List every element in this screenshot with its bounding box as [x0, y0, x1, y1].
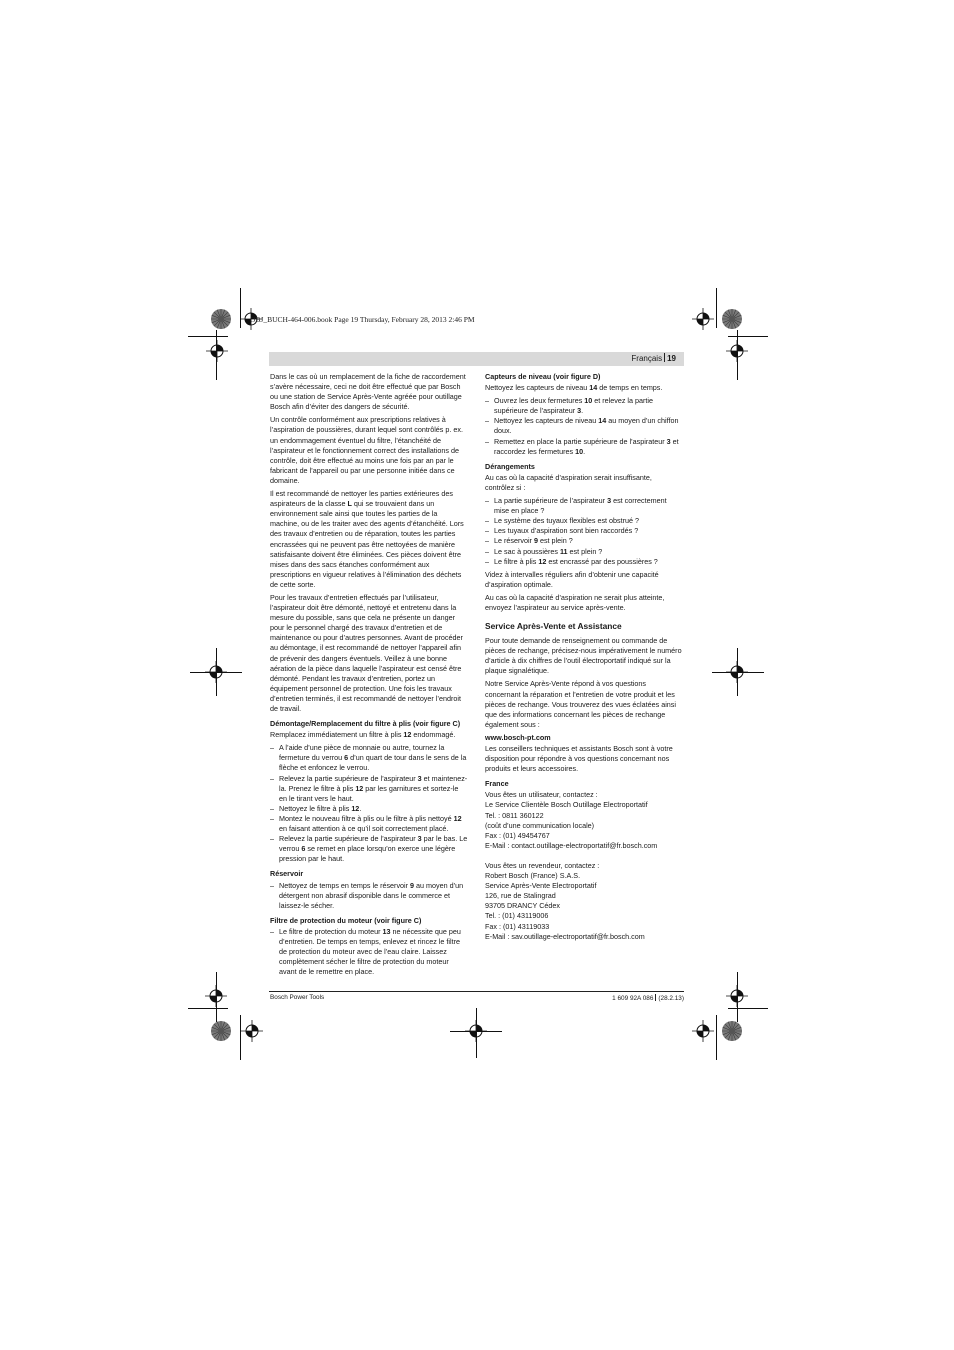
contact-line: 126, rue de Stalingrad: [485, 891, 556, 901]
footer-rule: [269, 991, 684, 992]
list-item: – Relevez la partie supérieure de l’aspirateur 3 par le bas. Le verrou 6 se remet en place lorsqu’on exerce une légère pression par le haut.: [270, 834, 468, 864]
crop-mark-line: [728, 336, 768, 337]
crop-mark-line: [188, 336, 228, 337]
text: Remplacez immédiatement un filtre à plis: [270, 730, 404, 740]
crop-mark-line: [737, 972, 738, 1022]
crop-mark-line: [240, 1015, 241, 1060]
list-item: – Nettoyez les capteurs de niveau 14 au moyen d’un chiffon doux.: [485, 416, 679, 436]
heading-motor-filter: Filtre de protection du moteur (voir figure C): [270, 915, 422, 925]
registration-mark-icon: [692, 308, 714, 330]
list-item: – Montez le nouveau filtre à plis ou le filtre à plis nettoyé 12 en faisant attention à ce qu’il soit correctement placé.: [270, 813, 462, 834]
paragraph-control: Un contrôle conformément aux prescriptions relatives à l’aspiration de poussières, durant lequel sont contrôlés p. ex. un endommagement éventuel du filtre, l’étanchéité de l’aspirateur et le fonctionnement correct des installations de contrôle, doit être effectué au moins une fois par an par le fabricant de l’appareil ou par une personne initiée dans ce domaine.: [270, 415, 463, 485]
list-item: – Le filtre à plis 12 est encrassé par des poussières ?: [485, 556, 658, 566]
list-item: – Ouvrez les deux fermetures 10 et relevez la partie supérieure de l’aspirateur 3.: [485, 396, 654, 416]
list-item: – Nettoyez le filtre à plis 12.: [270, 803, 362, 813]
service-paragraph: Les conseillers techniques et assistants Bosch sont à votre disposition pour répondre à vos questions concernant nos produits et leurs accessoires.: [485, 744, 673, 774]
paragraph-plug: Dans le cas où un remplacement de la fiche de raccordement s’avère nécessaire, ceci ne doit être effectué que par Bosch ou une station de Service Après-Vente agréée pour outillage Bosch afin d’éviter des dangers de sécurité.: [270, 372, 466, 412]
trouble-intro: Au cas où la capacité d’aspiration serait insuffisante, contrôlez si :: [485, 472, 652, 492]
contact-email[interactable]: E-Mail : contact.outillage-electroportatif@fr.bosch.com: [485, 840, 658, 850]
crop-mark-line: [216, 972, 217, 1022]
crop-mark-line: [240, 288, 241, 328]
crop-mark-line: [728, 1008, 768, 1009]
registration-mark-icon: [206, 340, 228, 362]
text: endommagé.: [411, 730, 456, 740]
list-item: – Nettoyez de temps en temps le réservoir 9 au moyen d’un détergent non abrasif disponible dans le commerce et laissez-le sécher.: [270, 880, 464, 910]
contact-line: Robert Bosch (France) S.A.S.: [485, 871, 581, 881]
list-item: – Le filtre de protection du moteur 13 ne nécessite que peu d’entretien. De temps en temps, enlevez et rincez le filtre de protection du moteur avec de l’eau claire. Laissez complètement sécher le filtre de protection du moteur avant de le remettre en place.: [270, 926, 461, 977]
heading-sensors: Capteurs de niveau (voir figure D): [485, 372, 601, 381]
color-target-icon: [210, 1020, 232, 1042]
contact-line: Fax : (01) 43119033: [485, 921, 550, 931]
trouble-items: [485, 496, 683, 567]
page-header: [269, 352, 684, 366]
class-label: L: [347, 499, 352, 509]
color-target-icon: [721, 308, 743, 330]
crop-mark-line: [450, 1031, 502, 1032]
crop-mark-line: [737, 330, 738, 380]
page-number: 19: [667, 354, 676, 363]
document-date: (28.2.13): [658, 995, 684, 1002]
heading-tank: Réservoir: [270, 869, 304, 879]
crop-mark-line: [716, 1015, 717, 1060]
list-item: – La partie supérieure de l’aspirateur 3 est correctement mise en place ?: [485, 496, 667, 516]
list-item: – Relevez la partie supérieure de l’aspirateur 3 et maintenez-la. Prenez le filtre à plis 12 par les garnitures et sortez-le en le tirant vers le haut.: [270, 773, 468, 803]
service-paragraph: Notre Service Après-Vente répond à vos questions concernant la réparation et l’entretien de votre produit et les pièces de rechange. Vous trouverez des vues éclatées ainsi que des informations concernant les pièces de rechange également sous :: [485, 679, 676, 729]
contact-line: Le Service Clientèle Bosch Outillage Electroportatif: [485, 800, 648, 810]
list-item: – Les tuyaux d’aspiration sont bien raccordés ?: [485, 526, 639, 536]
contact-line: Service Après-Vente Electroportatif: [485, 881, 597, 891]
list-item: – Remettez en place la partie supérieure de l’aspirateur 3 et raccordez les fermetures 10.: [485, 436, 679, 456]
list-item: – Le réservoir 9 est plein ?: [485, 536, 573, 546]
filter-steps: [270, 743, 468, 864]
color-target-icon: [721, 1020, 743, 1042]
contact-line: Vous êtes un revendeur, contactez :: [485, 860, 600, 870]
contact-line: Tel. : (01) 43119006: [485, 911, 549, 921]
list-item: – Le sac à poussières 11 est plein ?: [485, 546, 603, 556]
trouble-paragraph: Videz à intervalles réguliers afin d’obtenir une capacité d’aspiration optimale.: [485, 569, 659, 589]
color-target-icon: [210, 308, 232, 330]
crop-mark-line: [476, 1008, 477, 1058]
user-contact: [485, 790, 683, 851]
contact-line: 93705 DRANCY Cédex: [485, 901, 560, 911]
service-paragraph: Pour toute demande de renseignement ou commande de pièces de rechange, précisez-nous impérativement le numéro d’article à dix chiffres de l’outil électroportatif indiqué sur la plaque signalétique.: [485, 636, 682, 676]
paragraph-cleaning: [270, 489, 468, 590]
crop-mark-line: [188, 1008, 228, 1009]
text: Il est recommandé de nettoyer les parties extérieures des aspirateurs de la classe: [270, 489, 453, 509]
list-item: – Le système des tuyaux flexibles est obstrué ?: [485, 516, 640, 526]
crop-mark-line: [190, 672, 242, 673]
contact-email[interactable]: E-Mail : sav.outillage-electroportatif@fr.bosch.com: [485, 931, 645, 941]
footer-code: [612, 994, 684, 1002]
dealer-contact: [485, 861, 683, 942]
document-code: 1 609 92A 086: [612, 995, 654, 1002]
contact-line: Fax : (01) 49454767: [485, 830, 550, 840]
heading-troubleshooting: Dérangements: [485, 461, 535, 471]
registration-mark-icon: [692, 1020, 714, 1042]
contact-line: Vous êtes un utilisateur, contactez :: [485, 790, 598, 800]
text: qui se trouvaient dans un environnement sale ainsi que toutes les parties de la machine, ou de les traiter avec des agents d’étanchéité. Lors des travaux d’entretien ou de réparation, toutes les parties encrassées qui ne peuvent pas être nettoyées de manière satisfaisante doivent être éliminées. Ces pièces doivent être mises dans des sacs étanches conformément aux prescriptions en vigueur relatives à l’élimination des déchets de cette sorte.: [270, 499, 464, 589]
footer-separator: [655, 994, 656, 1001]
trouble-paragraph: Au cas où la capacité d’aspiration ne serait plus atteinte, envoyez l’aspirateur au service après-vente.: [485, 592, 665, 612]
right-column: [485, 372, 683, 945]
sensor-steps: [485, 396, 683, 457]
list-item: – A l’aide d’une pièce de monnaie ou autre, tournez la fermeture du verrou 6 d’un quart de tour dans le sens de la flèche et enfoncez le verrou.: [270, 743, 467, 773]
footer-brand: Bosch Power Tools: [270, 994, 325, 1001]
crop-mark-line: [716, 288, 717, 328]
sensor-intro: Nettoyez les capteurs de niveau 14 de temps en temps.: [485, 383, 663, 393]
crop-mark-line: [216, 330, 217, 380]
heading-france: France: [485, 779, 509, 789]
ref-number: 12: [403, 730, 412, 740]
header-text: [631, 353, 676, 365]
crop-mark-line: [712, 672, 764, 673]
filter-intro: [270, 730, 468, 740]
header-language: Français: [631, 354, 663, 363]
left-column: [270, 372, 468, 980]
contact-line: Tel. : 0811 360122: [485, 810, 544, 820]
website-link[interactable]: www.bosch-pt.com: [485, 732, 551, 742]
registration-mark-icon: [241, 1020, 263, 1042]
header-separator: [664, 353, 665, 362]
heading-filter: Démontage/Remplacement du filtre à plis (voir figure C): [270, 719, 461, 729]
tank-steps: [270, 881, 468, 911]
heading-service: Service Après-Vente et Assistance: [485, 621, 622, 632]
contact-line: (coût d’une communication locale): [485, 820, 595, 830]
motor-steps: [270, 927, 468, 977]
paragraph-maintenance: Pour les travaux d’entretien effectués par l’utilisateur, l’aspirateur doit être démonté, nettoyé et entretenu dans la mesure du possible, sans que cela ne présente un danger pour le personnel chargé des travaux d’entretien et de maintenance ou pour d’autres personnes. Avant de procéder au démontage, il est recommandé de nettoyer l’appareil afin de prévenir des dangers éventuels. Veillez à une bonne aération de la pièce dans laquelle l’aspirateur est censé être démonté. Pendant les travaux d’entretien, portez un équipement personnel de protection. Une fois les travaux d’entretien terminés, il est recommandé de nettoyer l’endroit de travail.: [270, 592, 463, 713]
book-slug: OBJ_BUCH-464-006.book Page 19 Thursday, February 28, 2013 2:46 PM: [250, 315, 475, 324]
